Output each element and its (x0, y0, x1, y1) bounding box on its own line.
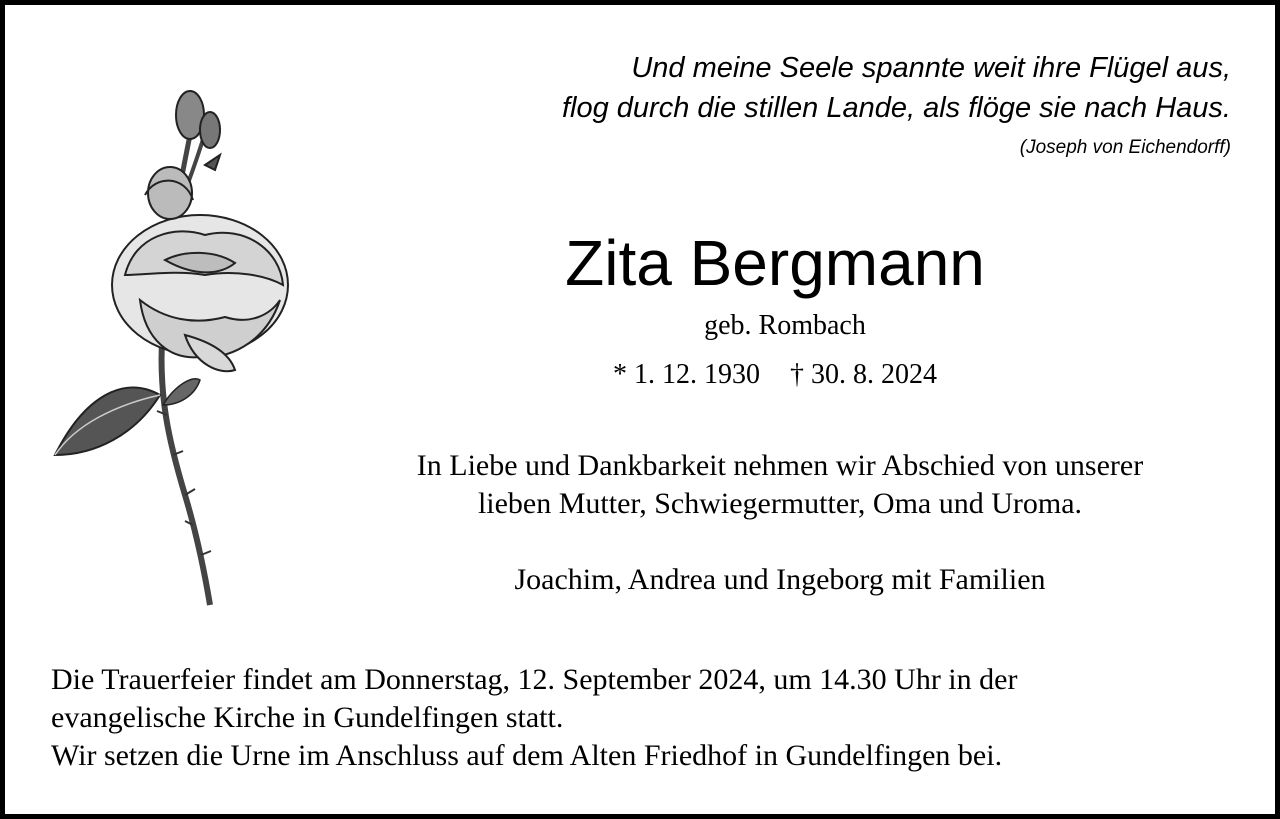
ceremony-line-1: Die Trauerfeier findet am Donnerstag, 12. September 2024, um 14.30 Uhr in der (51, 663, 1018, 696)
deceased-name: Zita Bergmann (565, 227, 985, 299)
ceremony-line-3: Wir setzen die Urne im Anschluss auf dem Alten Friedhof in Gundelfingen bei. (51, 739, 1003, 772)
quote-line-1: Und meine Seele spannte weit ihre Flügel aus, (631, 52, 1231, 84)
birth-date: * 1. 12. 1930 (613, 359, 760, 390)
death-date: † 30. 8. 2024 (790, 359, 937, 390)
message-line-1: In Liebe und Dankbarkeit nehmen wir Abschied von unserer (416, 449, 1144, 482)
rose-illustration-icon (45, 75, 305, 615)
quote-line-2: flog durch die stillen Lande, als flöge sie nach Haus. (561, 92, 1231, 124)
family-signature: Joachim, Andrea und Ingeborg mit Familien (514, 563, 1046, 596)
life-dates (565, 357, 985, 393)
ceremony-line-2: evangelische Kirche in Gundelfingen statt. (51, 701, 564, 734)
message-line-2: lieben Mutter, Schwiegermutter, Oma und Uroma. (477, 487, 1083, 520)
quote-author: (Joseph von Eichendorff) (1019, 137, 1231, 158)
birth-name: geb. Rombach (704, 310, 866, 341)
